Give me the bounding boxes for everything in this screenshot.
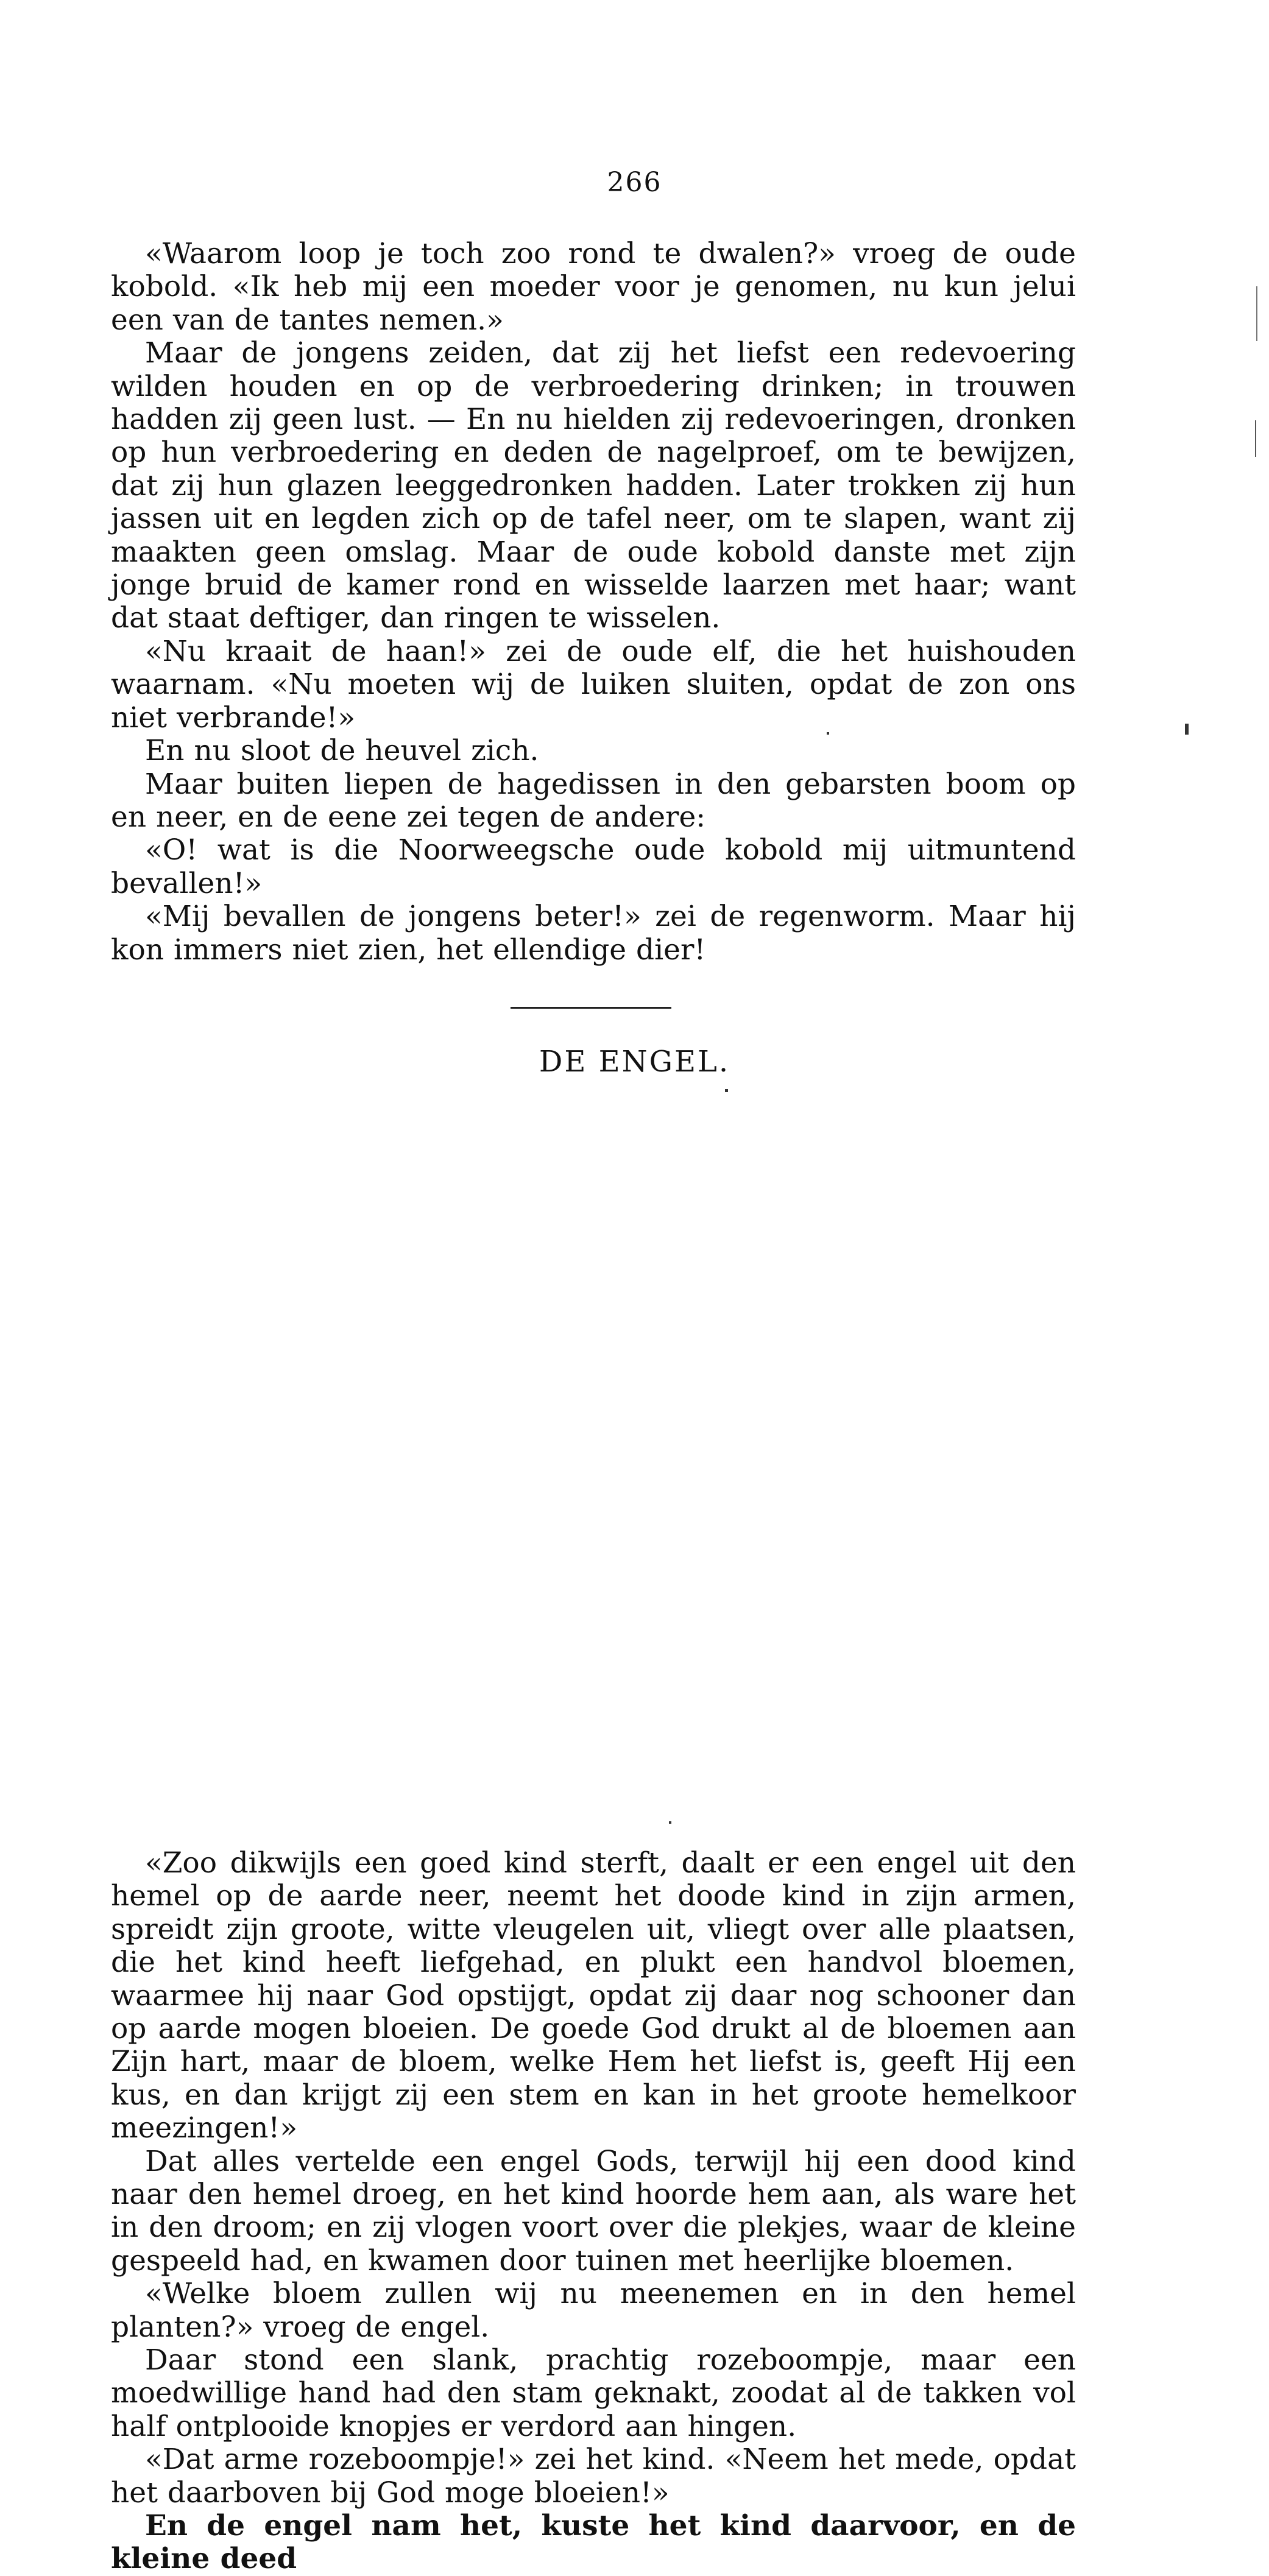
paragraph: En nu sloot de heuvel zich. bbox=[145, 734, 539, 768]
paragraph: «Mij bevallen de jongens beter!» zei de regenworm. Maar hij kon immers niet zien, het ellendige dier! bbox=[111, 900, 1076, 967]
scan-speck bbox=[669, 1821, 671, 1824]
story-text-kobold-ending bbox=[111, 238, 1076, 967]
paragraph: Dat alles vertelde een engel Gods, terwijl hij een dood kind naar den hemel droeg, en het kind hoorde hem aan, als ware het in den droom; en zij vlogen voort over die plekjes, waar de kleine gespeeld had, en kwamen door tuinen met heerlijke bloemen. bbox=[111, 2144, 1076, 2278]
paragraph: «O! wat is die Noorweegsche oude kobold mij uitmuntend bevallen!» bbox=[111, 833, 1076, 900]
scan-speck bbox=[1185, 724, 1189, 735]
scan-speck bbox=[725, 1089, 728, 1092]
paragraph: «Dat arme rozeboompje!» zei het kind. «Neem het mede, opdat het daarboven bij God moge bloeien!» bbox=[111, 2443, 1076, 2510]
section-divider bbox=[511, 1007, 671, 1009]
paragraph: «Nu kraait de haan!» zei de oude elf, die het huishouden waarnam. «Nu moeten wij de luiken sluiten, opdat de zon ons niet verbrande!» bbox=[111, 634, 1076, 735]
scan-speck bbox=[827, 732, 829, 735]
paragraph: Maar de jongens zeiden, dat zij het liefst een redevoering wilden houden en op de verbroedering drinken; in trouwen hadden zij geen lust. — En nu hielden zij redevoeringen, dronken op hun verbroedering en deden de nagelproef, om te bewijzen, dat zij hun glazen leeggedronken hadden. Later trokken zij hun jassen uit en legden zich op de tafel neer, om te slapen, want zij maakten geen omslag. Maar de oude kobold danste met zijn jonge bruid de kamer rond en wisselde laarzen met haar; want dat staat deftiger, dan ringen te wisselen. bbox=[111, 336, 1076, 635]
page-number: 266 bbox=[607, 167, 662, 198]
chapter-heading: DE ENGEL. bbox=[539, 1045, 730, 1079]
scan-speck bbox=[1256, 286, 1257, 341]
paragraph: Daar stond een slank, prachtig rozeboompje, maar een moedwillige hand had den stam geknakt, zoodat al de takken vol half ontplooide knopjes er verdord aan hingen. bbox=[111, 2343, 1076, 2443]
story-text-de-engel bbox=[111, 1847, 1076, 2576]
paragraph: «Waarom loop je toch zoo rond te dwalen?» vroeg de oude kobold. «Ik heb mij een moeder voor je genomen, nu kun jelui een van de tantes nemen.» bbox=[111, 237, 1076, 337]
paragraph: «Welke bloem zullen wij nu meenemen en in den hemel planten?» vroeg de engel. bbox=[111, 2277, 1076, 2344]
scan-speck bbox=[1255, 420, 1256, 457]
paragraph: Maar buiten liepen de hagedissen in den gebarsten boom op en neer, en de eene zei tegen de andere: bbox=[111, 767, 1076, 834]
paragraph: En de engel nam het, kuste het kind daarvoor, en de kleine deed bbox=[111, 2509, 1076, 2576]
paragraph: «Zoo dikwijls een goed kind sterft, daalt er een engel uit den hemel op de aarde neer, neemt het doode kind in zijn armen, spreidt zijn groote, witte vleugelen uit, vliegt over alle plaatsen, die het kind heeft liefgehad, en plukt een handvol bloemen, waarmee hij naar God opstijgt, opdat zij daar nog schooner dan op aarde mogen bloeien. De goede God drukt al de bloemen aan Zijn hart, maar de bloem, welke Hem het liefst is, geeft Hij een kus, en dan krijgt zij een stem en kan in het groote hemelkoor meezingen!» bbox=[111, 1846, 1076, 2145]
